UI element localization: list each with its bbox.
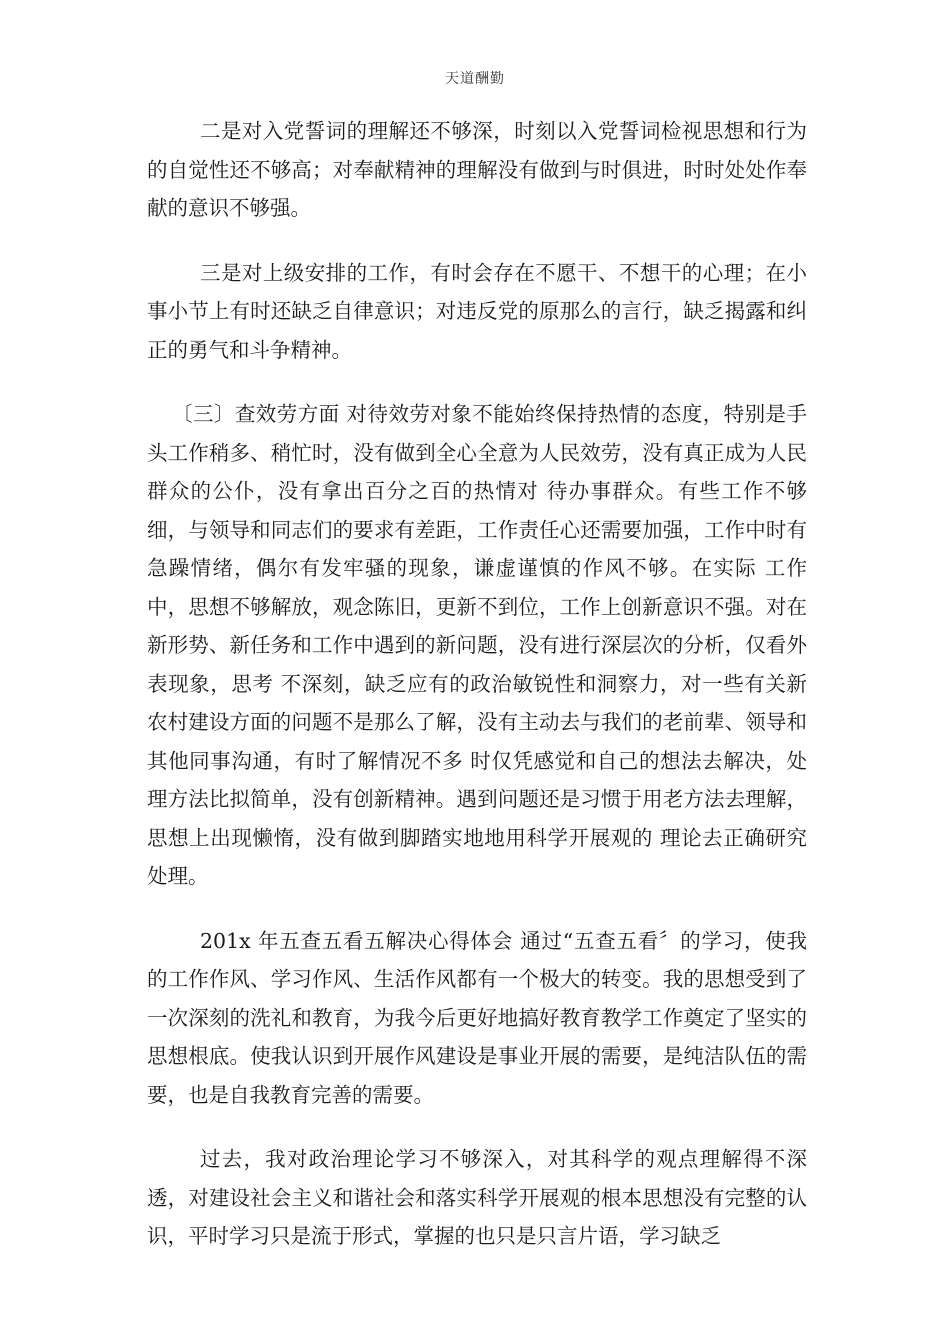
paragraph-reflection: 201x 年五查五看五解决心得体会 通过“五查五看〞的学习，使我的工作作风、学习作风、生活作风都有一个极大的转变。我的思想受到了一次深刻的洗礼和教育，为我今后更好地搞好教育教学工作奠定了坚实的思想根底。使我认识到开展作风建设是事业开展的需要，是纯洁队伍的需要，也是自我教育完善的需要。 <box>147 928 807 1107</box>
paragraph-superior-work: 三是对上级安排的工作，有时会存在不愿干、不想干的心理；在小事小节上有时还缺乏自律意识；对违反党的原那么的言行，缺乏揭露和纠正的勇气和斗争精神。 <box>147 260 807 362</box>
paragraph-party-oath: 二是对入党誓词的理解还不够深，时刻以入党誓词检视思想和行为的自觉性还不够高；对奉献精神的理解没有做到与时俱进，时时处处作奉献的意识不够强。 <box>147 119 807 220</box>
page-header: 天道酬勤 <box>445 71 505 87</box>
document-body <box>147 112 807 1282</box>
paragraph-service-check: 〔三〕查效劳方面 对待效劳对象不能始终保持热情的态度，特别是手头工作稍多、稍忙时，没有做到全心全意为人民效劳，没有真正成为人民群众的公仆，没有拿出百分之百的热情对 待办事群众。有些工作不够细，与领导和同志们的要求有差距，工作责任心还需要加强，工作中时有急躁情绪，偶尔有发牢骚的现象，谦虚谨慎的作风不够。在实际 工作中，思想不够解放，观念陈旧，更新不到位，工作上创新意识不强。对在新形势、新任务和工作中遇到的新问题，没有进行深层次的分析，仅看外表现象，思考 不深刻，缺乏应有的政治敏锐性和洞察力，对一些有关新农村建设方面的问题不是那么了解，没有主动去与我们的老前辈、领导和其他同事沟通，有时了解情况不多 时仅凭感觉和自己的想法去解决，处理方法比拟简单，没有创新精神。遇到问题还是习惯于用老方法去理解，思想上出现懒惰，没有做到脚踏实地地用科学开展观的 理论去正确研究处理。 <box>147 402 807 888</box>
paragraph-past-study: 过去，我对政治理论学习不够深入，对其科学的观点理解得不深透，对建设社会主义和谐社会和落实科学开展观的根本思想没有完整的认识，平时学习只是流于形式，掌握的也只是只言片语，学习缺乏 <box>147 1147 807 1248</box>
